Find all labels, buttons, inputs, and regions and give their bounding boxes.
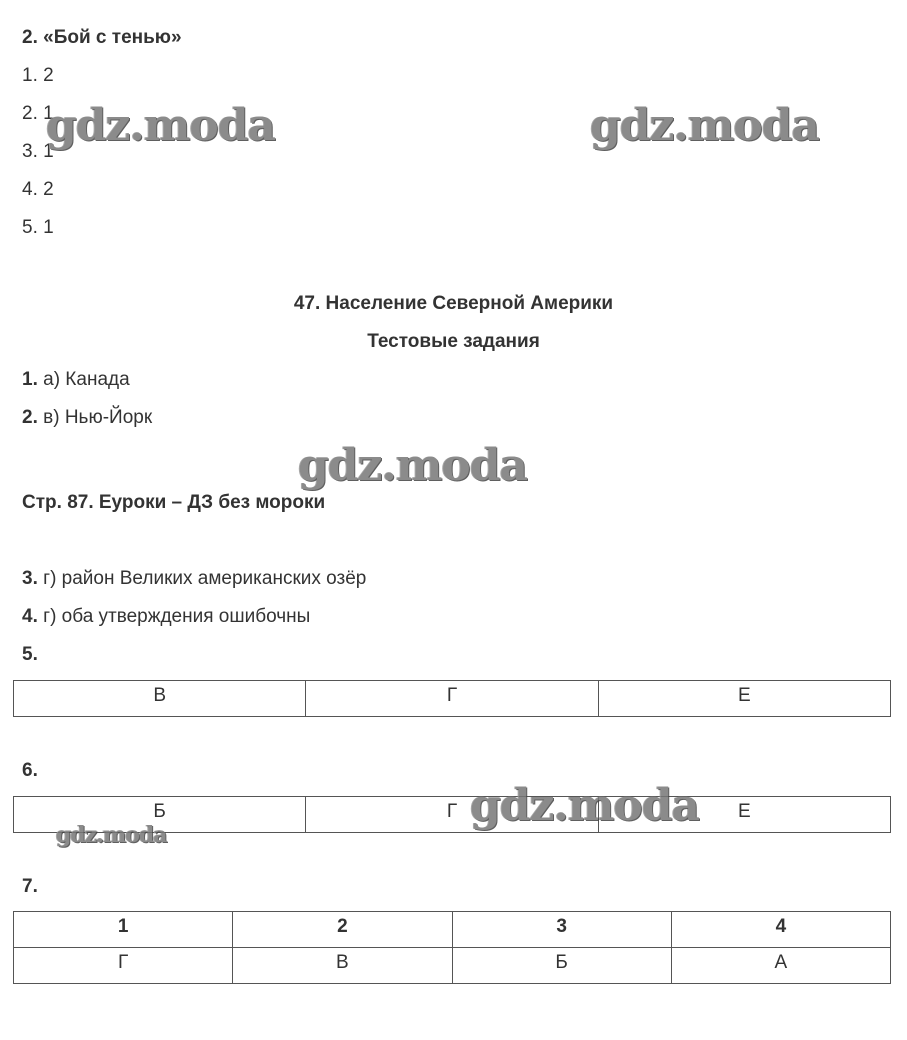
watermark: gdz.moda [298,440,528,491]
question-4 [22,605,310,629]
chapter-subheading: Тестовые задания [367,331,540,352]
question-2-number: 2. [22,407,38,428]
watermark: gdz.moda [590,100,820,151]
question-4-number: 4. [22,606,38,627]
question-4-answer: г) оба утверждения ошибочны [37,606,311,627]
question-7-table [13,911,891,984]
table-cell: Б [14,797,306,833]
answer-line-5: 5. 1 [22,217,54,238]
question-6-number: 6. [22,760,38,781]
chapter-heading: 47. Население Северной Америки [293,293,614,314]
question-2 [22,406,152,430]
question-3 [22,567,366,591]
answer-line-2: 2. 1 [22,103,54,124]
table-cell: Г [306,681,598,717]
question-5-number: 5. [22,644,38,665]
table-header-cell: 4 [671,912,890,948]
table-cell: Е [598,797,890,833]
question-3-answer: г) район Великих американских озёр [37,568,367,589]
question-1-answer: а) Канада [37,369,130,390]
question-1 [22,368,130,392]
watermark: gdz.moda [470,780,700,831]
answer-line-4: 4. 2 [22,179,54,200]
table-cell: Е [598,681,890,717]
section-title: 2. «Бой с тенью» [22,27,182,48]
answer-line-1: 1. 2 [22,65,54,86]
table-header-cell: 3 [452,912,671,948]
question-3-number: 3. [22,568,38,589]
table-header-row [14,912,891,948]
page-reference: Стр. 87. Еуроки – ДЗ без мороки [22,492,326,513]
table-cell: Г [14,948,233,984]
table-row [14,681,891,717]
table-cell: В [14,681,306,717]
question-1-number: 1. [22,369,38,390]
table-cell: Б [452,948,671,984]
question-7-number: 7. [22,876,38,897]
table-cell: В [233,948,452,984]
table-header-cell: 1 [14,912,233,948]
answer-line-3: 3. 1 [22,141,54,162]
table-header-cell: 2 [233,912,452,948]
question-2-answer: в) Нью-Йорк [37,407,153,428]
question-5-table [13,680,891,717]
watermark: gdz.moda [56,822,167,848]
watermark: gdz.moda [46,100,276,151]
table-row [14,948,891,984]
table-cell: А [671,948,890,984]
table-cell: Г [306,797,598,833]
